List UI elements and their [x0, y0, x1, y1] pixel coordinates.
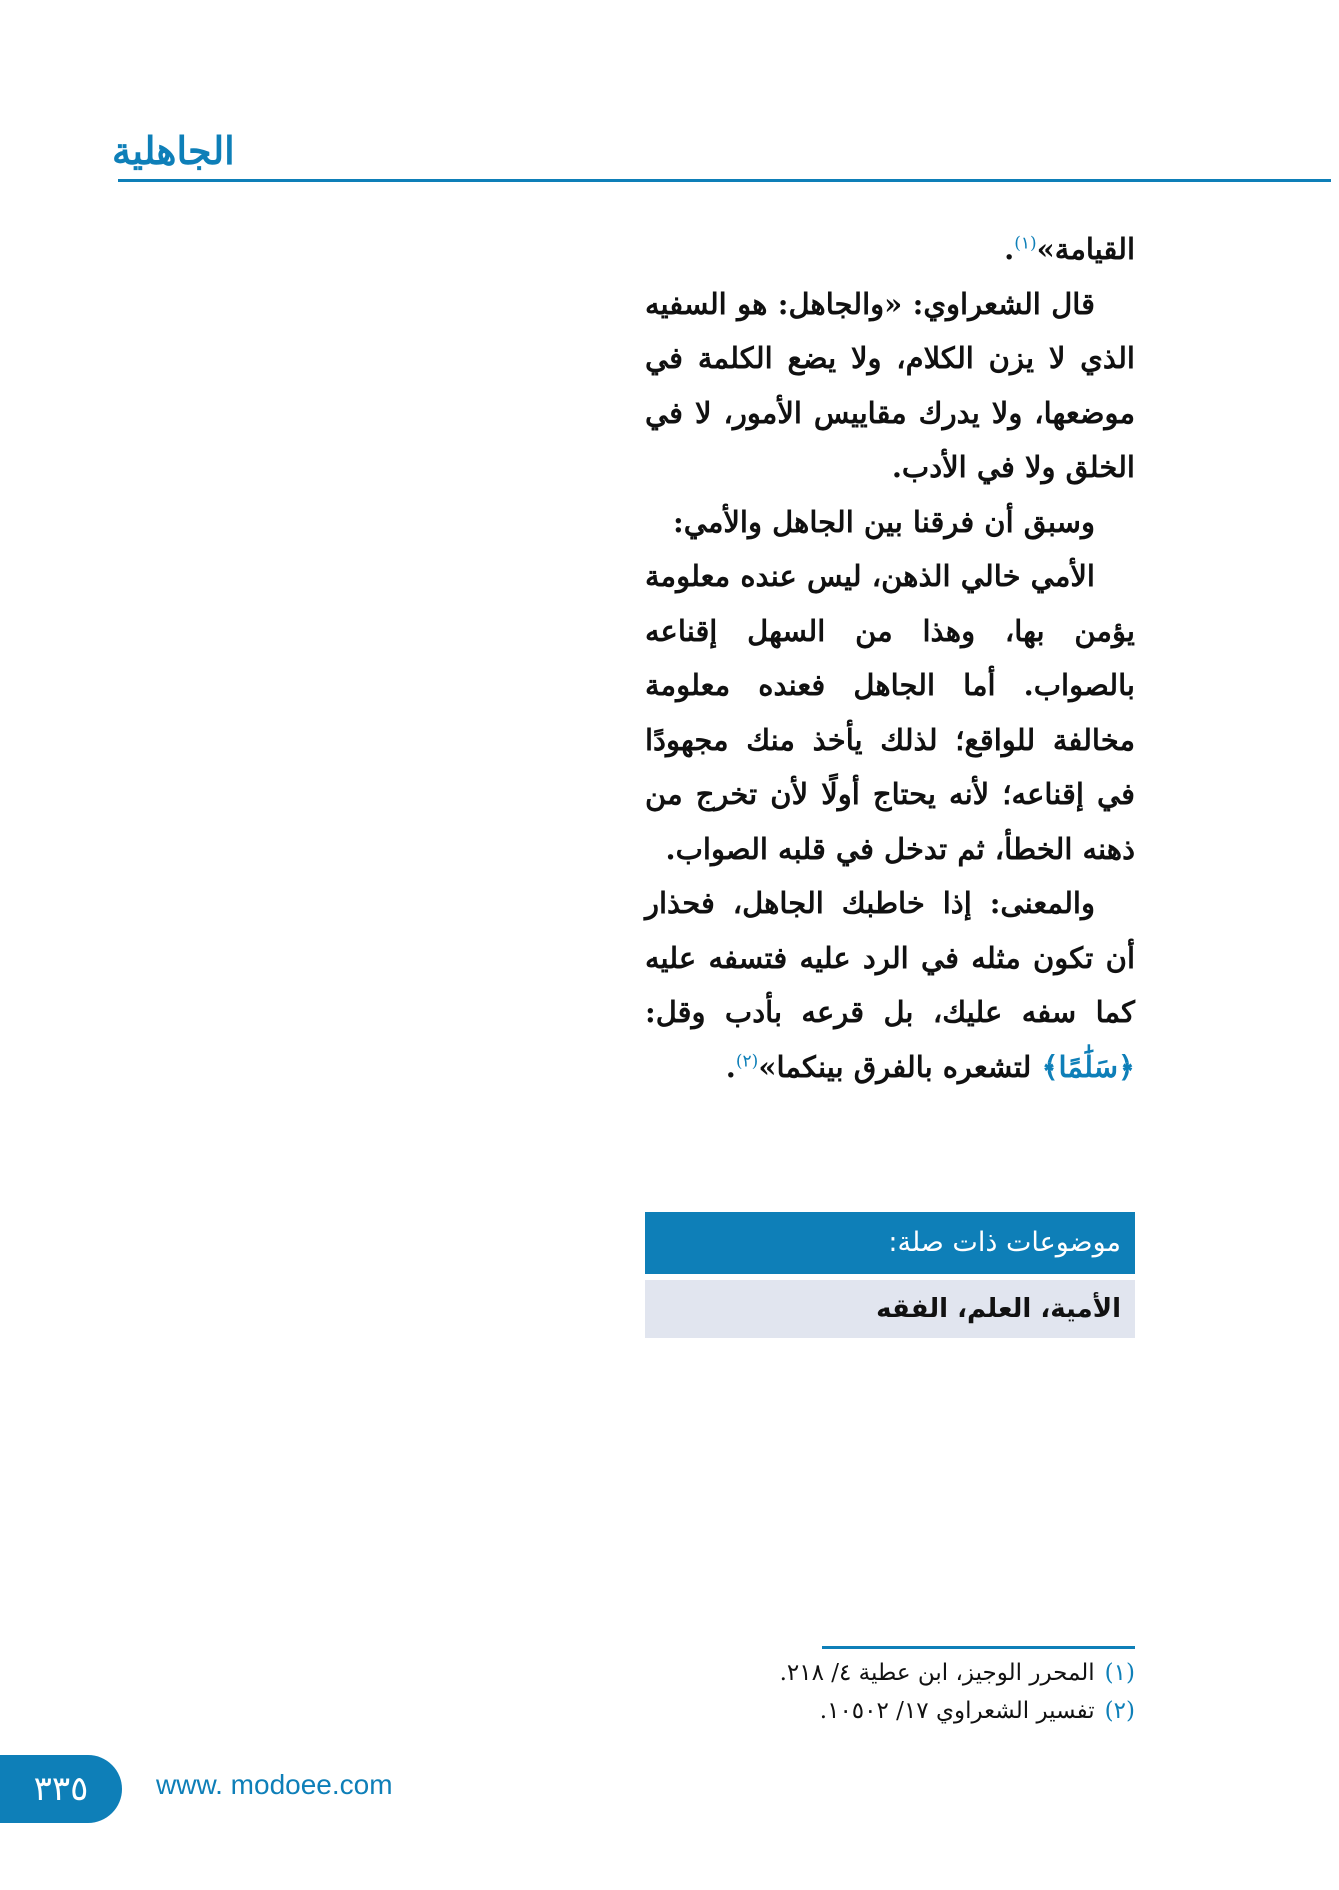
paragraph-5-start: والمعنى: إذا خاطبك الجاهل، فحذار أن تكون مثله في الرد عليه فتسفه عليه كما سفه عليك، بل قرعه بأدب وقل:	[645, 886, 1135, 1029]
page-number: ٣٣٥	[33, 1769, 89, 1809]
footnote-2	[645, 1692, 1135, 1730]
related-topics-list[interactable]: الأمية، العلم، الفقه	[645, 1280, 1135, 1338]
footnote-1-text: المحرر الوجيز، ابن عطية ٤/ ٢١٨.	[779, 1660, 1095, 1686]
paragraph-5-dot: .	[725, 1049, 736, 1084]
website-link[interactable]: www. modoee.com	[156, 1769, 393, 1800]
page-header-title: الجاهلية	[112, 128, 235, 173]
footnote-ref-2[interactable]: (٢)	[735, 1050, 759, 1071]
paragraph-5-end: لتشعره بالفرق بينكما»	[758, 1049, 1032, 1084]
paragraph-2: قال الشعراوي: «والجاهل: هو السفيه الذي لا يزن الكلام، ولا يضع الكلمة في موضعها، ولا يدرك مقاييس الأمور، لا في الخلق ولا في الأدب.	[645, 286, 1135, 484]
main-text	[645, 222, 1135, 1094]
footnote-1-number: (١)	[1104, 1660, 1135, 1686]
footnote-ref-1[interactable]: (١)	[1014, 233, 1037, 254]
paragraph-3: وسبق أن فرقنا بين الجاهل والأمي:	[672, 504, 1095, 539]
footnote-2-number: (٢)	[1104, 1698, 1135, 1724]
paragraph-4: الأمي خالي الذهن، ليس عنده معلومة يؤمن بها، وهذا من السهل إقناعه بالصواب. أما الجاهل فعنده معلومة مخالفة للواقع؛ لذلك يأخذ منك مجهودًا في إقناعه؛ لأنه يحتاج أولًا لأن تخرج من ذهنه الخطأ، ثم تدخل في قلبه الصواب.	[645, 559, 1135, 866]
paragraph-5	[645, 876, 1135, 1094]
footnote-2-text: تفسير الشعراوي ١٧/ ١٠٥٠٢.	[819, 1698, 1095, 1724]
paragraph-1	[645, 222, 1135, 277]
paragraph-1-text: القيامة»	[1036, 232, 1135, 266]
related-topics-heading: موضوعات ذات صلة:	[645, 1212, 1135, 1274]
paragraph-1-end: .	[1004, 232, 1015, 266]
header-divider	[118, 179, 1331, 182]
quran-quote: ﴿سَلَٰمًا﴾	[1041, 1049, 1135, 1084]
footnotes-divider	[822, 1646, 1135, 1649]
related-topics-box	[645, 1212, 1135, 1338]
footnote-1	[645, 1654, 1135, 1692]
footnotes	[645, 1654, 1135, 1730]
page-number-tab	[0, 1755, 122, 1823]
